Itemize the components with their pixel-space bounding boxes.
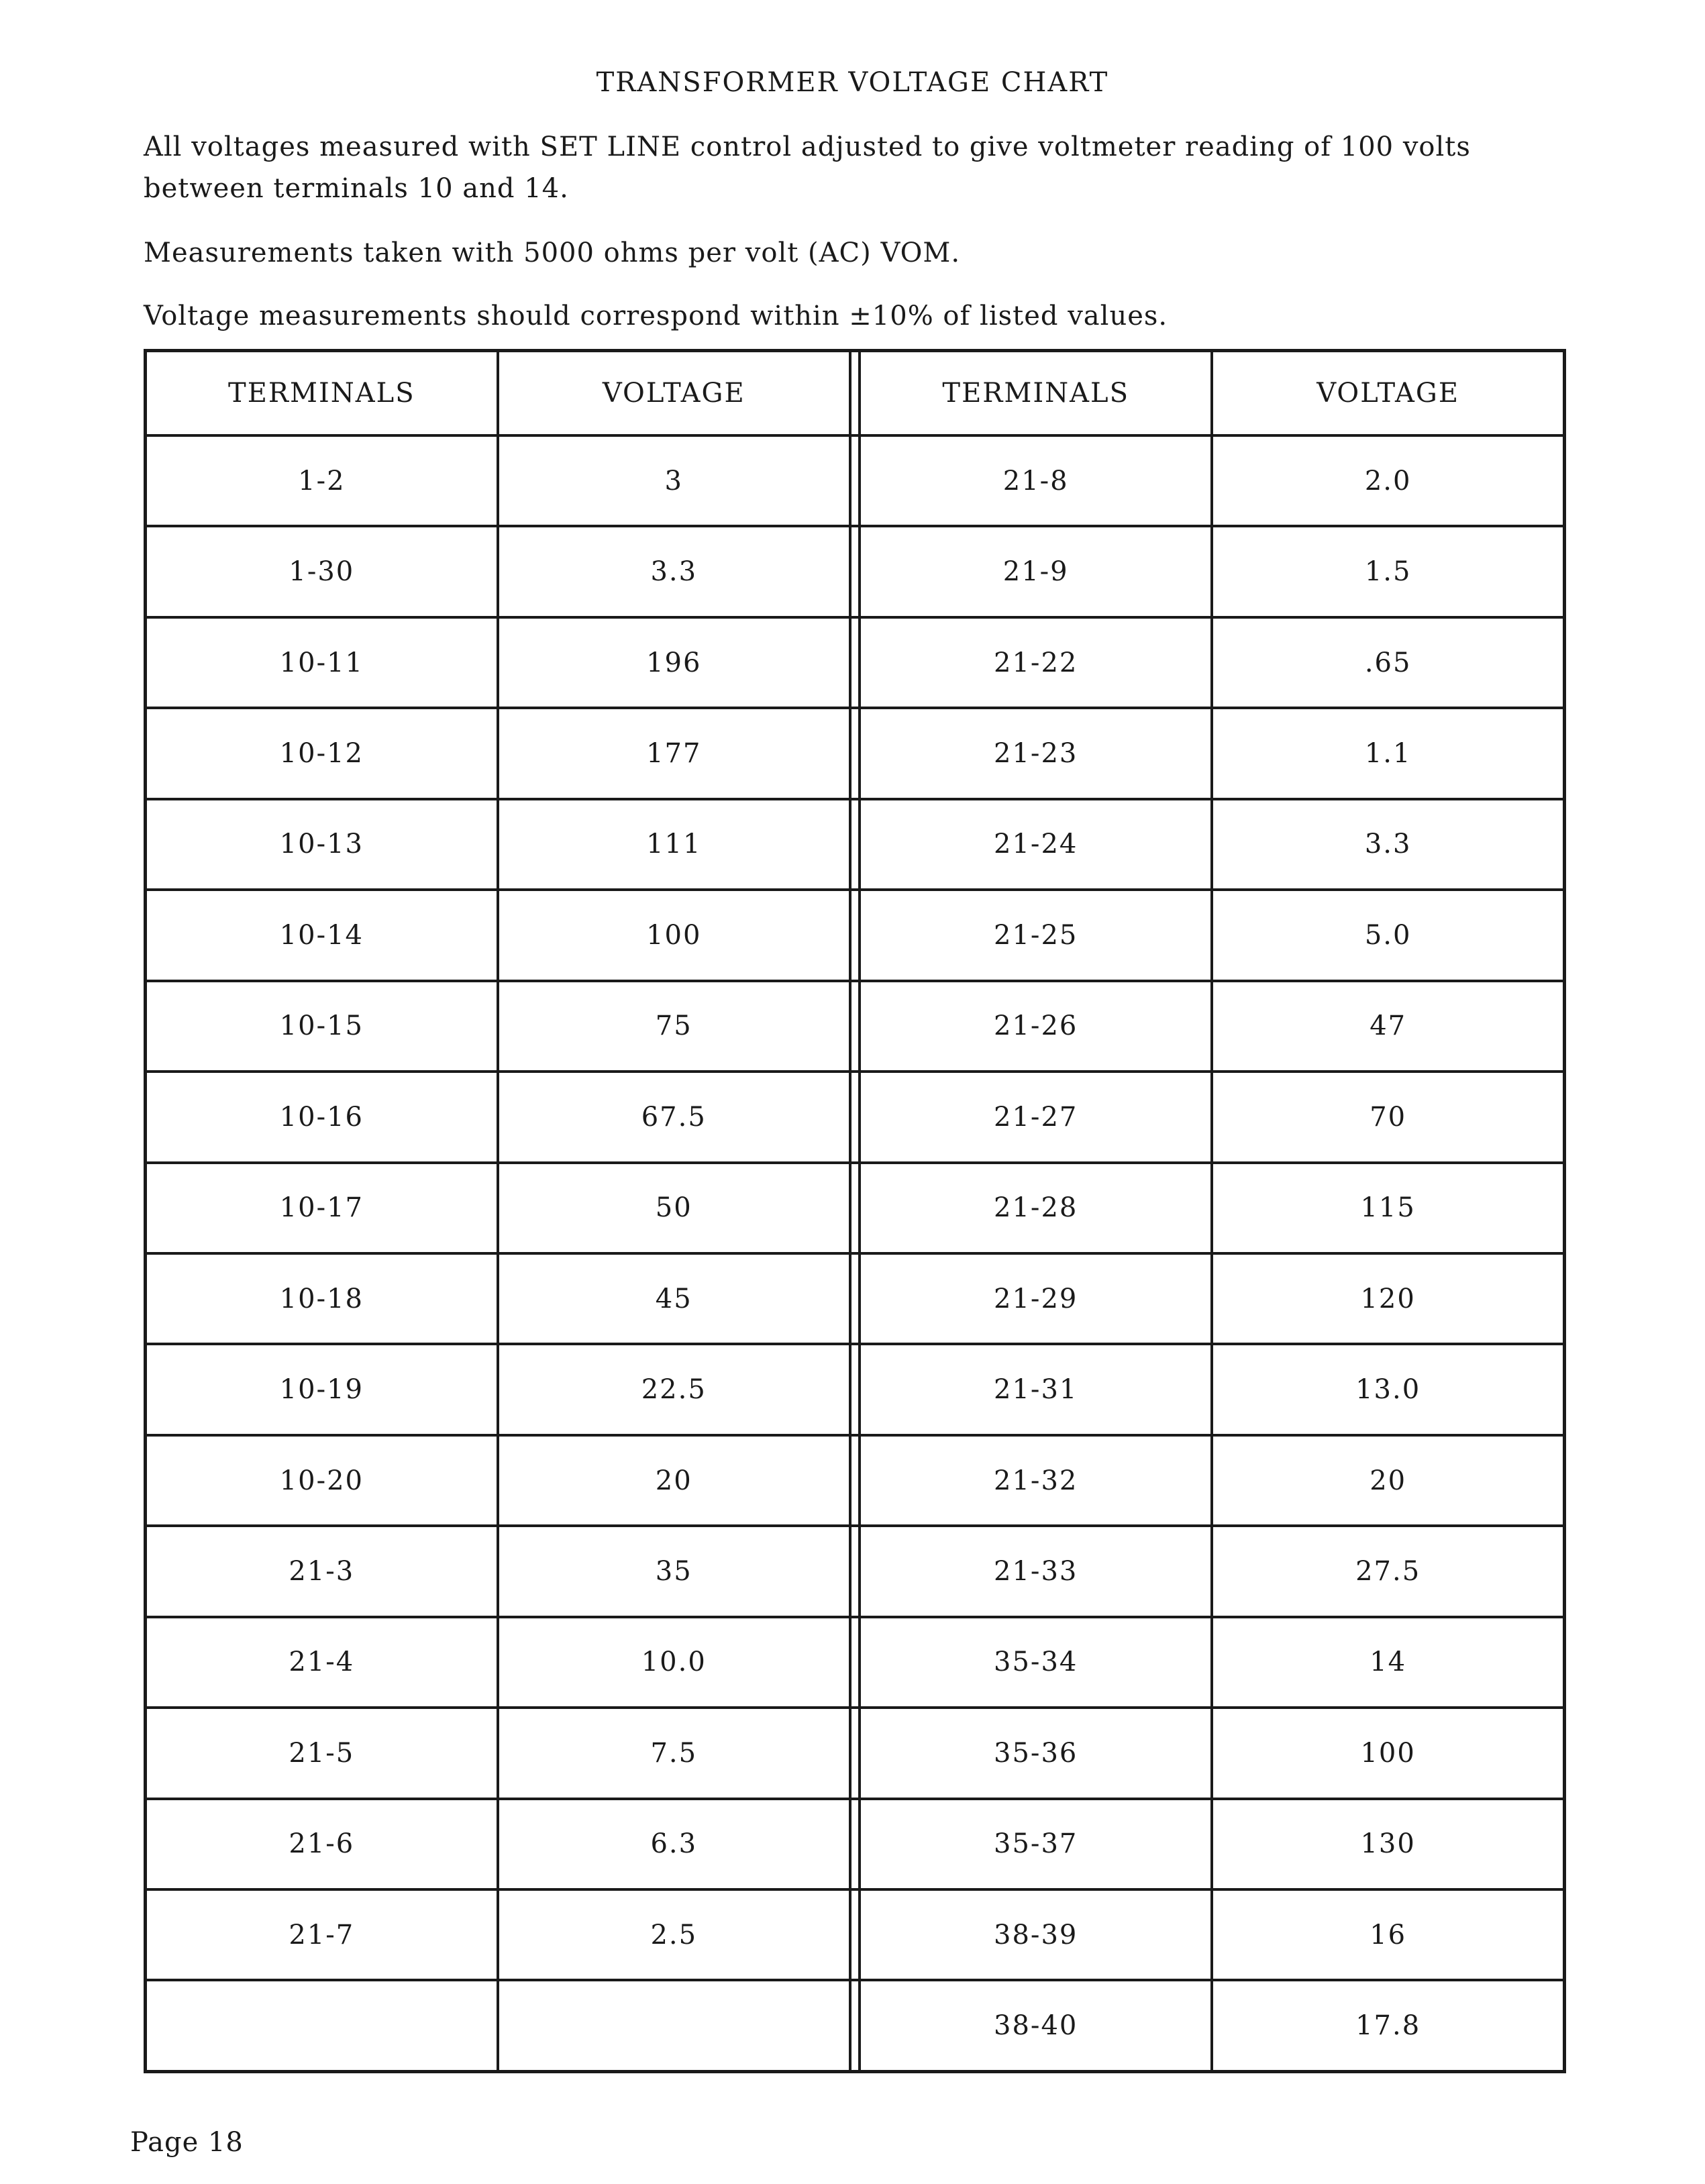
cell-terminals-right: 21-31: [860, 1344, 1212, 1435]
cell-voltage-left: 3: [498, 435, 850, 526]
cell-terminals-left: 10-18: [146, 1253, 498, 1344]
cell-terminals-right: 21-22: [860, 617, 1212, 708]
cell-voltage-right: 16: [1212, 1889, 1564, 1980]
column-divider: [850, 799, 860, 890]
cell-voltage-left: 35: [498, 1526, 850, 1616]
cell-voltage-right: 1.1: [1212, 708, 1564, 798]
cell-terminals-left: 10-20: [146, 1435, 498, 1526]
cell-terminals-left: 21-5: [146, 1708, 498, 1798]
cell-voltage-right: 130: [1212, 1799, 1564, 1889]
table-row: [146, 1344, 1565, 1435]
measurement-note-vom: Measurements taken with 5000 ohms per volt (AC) VOM.: [144, 238, 961, 268]
header-voltage-right: VOLTAGE: [1212, 351, 1564, 436]
table-row: [146, 981, 1565, 1072]
column-divider: [850, 1980, 860, 2071]
cell-terminals-right: 21-24: [860, 799, 1212, 890]
table-row: [146, 1617, 1565, 1708]
cell-terminals-left: 21-4: [146, 1617, 498, 1708]
cell-terminals-left: 10-14: [146, 890, 498, 980]
table-row: [146, 1980, 1565, 2071]
table-row: [146, 1163, 1565, 1253]
cell-terminals-right: 21-28: [860, 1163, 1212, 1253]
cell-terminals-right: 21-9: [860, 526, 1212, 617]
table-row: [146, 526, 1565, 617]
cell-voltage-left: 7.5: [498, 1708, 850, 1798]
column-divider: [850, 1799, 860, 1889]
cell-voltage-left: 100: [498, 890, 850, 980]
cell-terminals-left: 1-30: [146, 526, 498, 617]
voltage-table: [144, 349, 1566, 2073]
column-divider: [850, 1889, 860, 1980]
cell-voltage-left: 22.5: [498, 1344, 850, 1435]
cell-voltage-left: 177: [498, 708, 850, 798]
cell-terminals-right: 35-36: [860, 1708, 1212, 1798]
measurement-note-tolerance: Voltage measurements should correspond within ±10% of listed values.: [144, 301, 1168, 331]
cell-voltage-right: 20: [1212, 1435, 1564, 1526]
column-divider: [850, 1072, 860, 1162]
cell-terminals-right: 38-40: [860, 1980, 1212, 2071]
column-divider: [850, 617, 860, 708]
table-row: [146, 1253, 1565, 1344]
cell-terminals-right: 21-27: [860, 1072, 1212, 1162]
cell-voltage-right: 47: [1212, 981, 1564, 1072]
table-row: [146, 435, 1565, 526]
header-terminals-left: TERMINALS: [146, 351, 498, 436]
table-row: [146, 1526, 1565, 1616]
column-divider: [850, 526, 860, 617]
cell-terminals-right: 21-26: [860, 981, 1212, 1072]
column-divider: [850, 1435, 860, 1526]
cell-voltage-right: .65: [1212, 617, 1564, 708]
table-body: [146, 435, 1565, 2072]
column-divider: [850, 1253, 860, 1344]
cell-terminals-left: 10-16: [146, 1072, 498, 1162]
cell-terminals-right: 35-34: [860, 1617, 1212, 1708]
measurement-note-set-line: All voltages measured with SET LINE control adjusted to give voltmeter reading of 100 volts between terminals 10 and 14.: [144, 132, 1471, 204]
page-number: Page 18: [130, 2127, 244, 2158]
cell-terminals-right: 21-8: [860, 435, 1212, 526]
cell-voltage-left: 45: [498, 1253, 850, 1344]
column-divider: [850, 1708, 860, 1798]
header-terminals-right: TERMINALS: [860, 351, 1212, 436]
cell-voltage-left: 111: [498, 799, 850, 890]
cell-terminals-left: 10-19: [146, 1344, 498, 1435]
page-title: TRANSFORMER VOLTAGE CHART: [596, 67, 1109, 98]
cell-voltage-left: 3.3: [498, 526, 850, 617]
table-header-row: [146, 351, 1565, 436]
cell-voltage-left: 50: [498, 1163, 850, 1253]
table-row: [146, 1072, 1565, 1162]
cell-terminals-right: 21-32: [860, 1435, 1212, 1526]
table-row: [146, 1435, 1565, 1526]
cell-voltage-right: 3.3: [1212, 799, 1564, 890]
cell-voltage-left: 6.3: [498, 1799, 850, 1889]
table-row: [146, 799, 1565, 890]
cell-voltage-right: 100: [1212, 1708, 1564, 1798]
cell-terminals-right: 21-23: [860, 708, 1212, 798]
cell-voltage-left: 20: [498, 1435, 850, 1526]
column-divider: [850, 435, 860, 526]
table-row: [146, 708, 1565, 798]
table-row: [146, 1708, 1565, 1798]
cell-voltage-left: 75: [498, 981, 850, 1072]
cell-voltage-right: 17.8: [1212, 1980, 1564, 2071]
cell-voltage-right: 13.0: [1212, 1344, 1564, 1435]
cell-voltage-right: 1.5: [1212, 526, 1564, 617]
cell-terminals-left: 21-3: [146, 1526, 498, 1616]
cell-terminals-left: 10-11: [146, 617, 498, 708]
cell-terminals-right: 21-33: [860, 1526, 1212, 1616]
cell-voltage-left: [498, 1980, 850, 2071]
cell-voltage-right: 27.5: [1212, 1526, 1564, 1616]
column-divider: [850, 890, 860, 980]
cell-voltage-left: 2.5: [498, 1889, 850, 1980]
header-voltage-left: VOLTAGE: [498, 351, 850, 436]
column-divider: [850, 1526, 860, 1616]
column-divider: [850, 1344, 860, 1435]
cell-terminals-left: 10-12: [146, 708, 498, 798]
cell-terminals-left: 21-7: [146, 1889, 498, 1980]
cell-terminals-right: 38-39: [860, 1889, 1212, 1980]
cell-terminals-right: 21-25: [860, 890, 1212, 980]
cell-terminals-right: 35-37: [860, 1799, 1212, 1889]
cell-voltage-right: 120: [1212, 1253, 1564, 1344]
table-row: [146, 1799, 1565, 1889]
cell-voltage-right: 115: [1212, 1163, 1564, 1253]
cell-terminals-right: 21-29: [860, 1253, 1212, 1344]
cell-voltage-right: 14: [1212, 1617, 1564, 1708]
column-divider: [850, 708, 860, 798]
cell-terminals-left: 21-6: [146, 1799, 498, 1889]
column-divider: [850, 351, 860, 436]
cell-voltage-right: 5.0: [1212, 890, 1564, 980]
table-row: [146, 1889, 1565, 1980]
cell-terminals-left: 10-15: [146, 981, 498, 1072]
column-divider: [850, 1617, 860, 1708]
cell-voltage-left: 67.5: [498, 1072, 850, 1162]
table-row: [146, 617, 1565, 708]
cell-terminals-left: 1-2: [146, 435, 498, 526]
cell-voltage-right: 70: [1212, 1072, 1564, 1162]
column-divider: [850, 1163, 860, 1253]
column-divider: [850, 981, 860, 1072]
table-row: [146, 890, 1565, 980]
cell-voltage-right: 2.0: [1212, 435, 1564, 526]
cell-terminals-left: 10-17: [146, 1163, 498, 1253]
cell-terminals-left: 10-13: [146, 799, 498, 890]
cell-terminals-left: [146, 1980, 498, 2071]
cell-voltage-left: 196: [498, 617, 850, 708]
cell-voltage-left: 10.0: [498, 1617, 850, 1708]
